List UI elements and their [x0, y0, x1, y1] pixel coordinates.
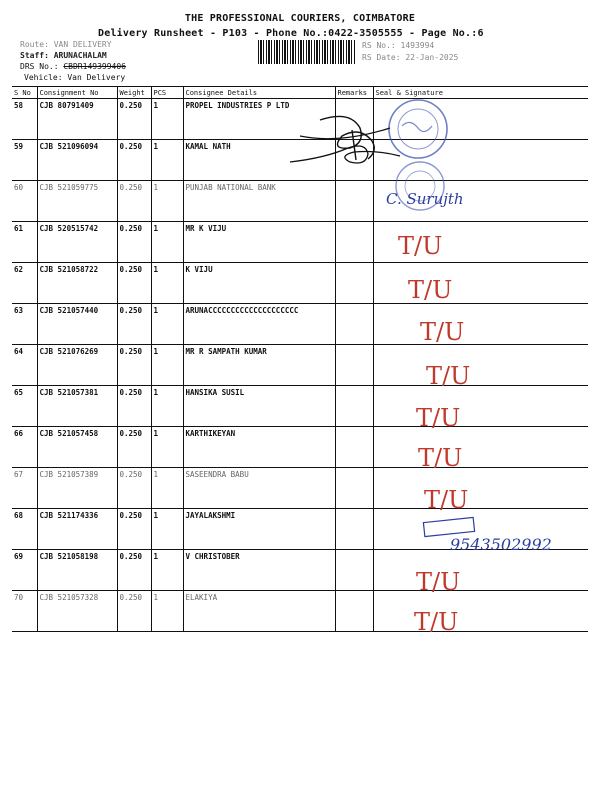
table-row [12, 427, 588, 468]
consignment-cell: CJB 80791409 [37, 99, 117, 140]
staff-label: Staff: ARUNACHALAM [20, 51, 107, 60]
table-row [12, 509, 588, 550]
phone-row68: 9543502992 [450, 535, 552, 554]
tu-mark-row70: T/U [414, 608, 459, 636]
weight-cell: 0.250 [117, 304, 151, 345]
consignee-cell: JAYALAKSHMI [183, 509, 335, 550]
table-row [12, 181, 588, 222]
remarks-cell [335, 427, 373, 468]
weight-cell: 0.250 [117, 263, 151, 304]
pcs-cell: 1 [151, 345, 183, 386]
tu-mark-row64: T/U [426, 362, 471, 390]
seal-signature-cell [373, 345, 588, 386]
consignment-cell: CJB 521096094 [37, 140, 117, 181]
weight-cell: 0.250 [117, 140, 151, 181]
weight-cell: 0.250 [117, 222, 151, 263]
table-row [12, 263, 588, 304]
pcs-cell: 1 [151, 99, 183, 140]
weight-cell: 0.250 [117, 345, 151, 386]
consignee-cell: PUNJAB NATIONAL BANK [183, 181, 335, 222]
table-row [12, 345, 588, 386]
col-consignee: Consignee Details [183, 87, 335, 99]
tu-mark-row61: T/U [398, 232, 443, 260]
consignment-cell: CJB 521057328 [37, 591, 117, 632]
seal-signature-cell [373, 550, 588, 591]
pcs-cell: 1 [151, 509, 183, 550]
pcs-cell: 1 [151, 222, 183, 263]
seal-signature-cell [373, 263, 588, 304]
sno-cell: 67 [12, 468, 37, 509]
seal-signature-cell [373, 591, 588, 632]
table-row [12, 591, 588, 632]
consignee-cell: HANSIKA SUSIL [183, 386, 335, 427]
signature-row60: C. Surujth [386, 190, 464, 208]
pcs-cell: 1 [151, 468, 183, 509]
sno-cell: 59 [12, 140, 37, 181]
remarks-cell [335, 550, 373, 591]
remarks-cell [335, 386, 373, 427]
remarks-cell [335, 263, 373, 304]
weight-cell: 0.250 [117, 386, 151, 427]
consignee-cell: K VIJU [183, 263, 335, 304]
pcs-cell: 1 [151, 427, 183, 468]
rs-date: RS Date: 22-Jan-2025 [362, 53, 459, 62]
consignment-cell: CJB 521059775 [37, 181, 117, 222]
col-consignment: Consignment No [37, 87, 117, 99]
table-row [12, 99, 588, 140]
consignment-cell: CJB 521058722 [37, 263, 117, 304]
pcs-cell: 1 [151, 181, 183, 222]
pcs-cell: 1 [151, 304, 183, 345]
sno-cell: 68 [12, 509, 37, 550]
sno-cell: 62 [12, 263, 37, 304]
seal-signature-cell [373, 509, 588, 550]
table-row [12, 468, 588, 509]
drs-label: DRS No.: [20, 62, 59, 71]
weight-cell: 0.250 [117, 427, 151, 468]
remarks-cell [335, 345, 373, 386]
seal-signature-cell [373, 304, 588, 345]
col-weight: Weight [117, 87, 151, 99]
consignee-cell: PROPEL INDUSTRIES P LTD [183, 99, 335, 140]
consignee-cell: MR K VIJU [183, 222, 335, 263]
weight-cell: 0.250 [117, 550, 151, 591]
consignee-cell: ARUNACCCCCCCCCCCCCCCCCCCC [183, 304, 335, 345]
weight-cell: 0.250 [117, 591, 151, 632]
runsheet-title: THE PROFESSIONAL COURIERS, COIMBATORE [184, 13, 416, 24]
tu-mark-row63: T/U [420, 318, 465, 346]
seal-signature-cell [373, 427, 588, 468]
tu-mark-row67: T/U [424, 486, 469, 514]
consignment-cell: CJB 521057458 [37, 427, 117, 468]
sno-cell: 61 [12, 222, 37, 263]
consignment-cell: CJB 520515742 [37, 222, 117, 263]
sno-cell: 60 [12, 181, 37, 222]
tu-mark-row62: T/U [408, 276, 453, 304]
seal-signature-cell [373, 222, 588, 263]
pcs-cell: 1 [151, 591, 183, 632]
vehicle-label: Vehicle: Van Delivery [24, 73, 126, 82]
consignment-cell: CJB 521057381 [37, 386, 117, 427]
rs-number: RS No.: 1493994 [362, 41, 435, 50]
consignee-cell: KAMAL NATH [183, 140, 335, 181]
tu-mark-row69: T/U [416, 568, 461, 596]
seal-signature-cell [373, 181, 588, 222]
seal-signature-cell [373, 140, 588, 181]
drs-line [20, 62, 126, 71]
consignment-cell: CJB 521057440 [37, 304, 117, 345]
consignee-cell: KARTHIKEYAN [183, 427, 335, 468]
table-row [12, 386, 588, 427]
remarks-cell [335, 181, 373, 222]
weight-cell: 0.250 [117, 468, 151, 509]
consignment-cell: CJB 521057389 [37, 468, 117, 509]
seal-signature-cell [373, 468, 588, 509]
remarks-cell [335, 591, 373, 632]
pcs-cell: 1 [151, 263, 183, 304]
remarks-cell [335, 304, 373, 345]
runsheet-subtitle: Delivery Runsheet - P103 - Phone No.:0422-3505555 - Page No.:6 [98, 28, 484, 39]
drs-value: CBDR149399406 [63, 62, 126, 71]
remarks-cell [335, 468, 373, 509]
runsheet-table [12, 86, 588, 632]
sno-cell: 69 [12, 550, 37, 591]
tu-mark-row66: T/U [418, 444, 463, 472]
col-pcs: PCS [151, 87, 183, 99]
weight-cell: 0.250 [117, 99, 151, 140]
barcode [258, 40, 356, 64]
remarks-cell [335, 509, 373, 550]
consignee-cell: V CHRISTOBER [183, 550, 335, 591]
consignee-cell: SASEENDRA BABU [183, 468, 335, 509]
sno-cell: 66 [12, 427, 37, 468]
consignment-cell: CJB 521174336 [37, 509, 117, 550]
remarks-cell [335, 140, 373, 181]
pcs-cell: 1 [151, 550, 183, 591]
consignee-cell: MR R SAMPATH KUMAR [183, 345, 335, 386]
sno-cell: 63 [12, 304, 37, 345]
weight-cell: 0.250 [117, 509, 151, 550]
tu-mark-row65: T/U [416, 404, 461, 432]
consignment-cell: CJB 521076269 [37, 345, 117, 386]
sno-cell: 65 [12, 386, 37, 427]
col-remarks: Remarks [335, 87, 373, 99]
route-label: Route: VAN DELIVERY [20, 40, 112, 49]
consignee-cell: ELAKIYA [183, 591, 335, 632]
seal-signature-cell [373, 386, 588, 427]
seal-signature-cell [373, 99, 588, 140]
weight-cell: 0.250 [117, 181, 151, 222]
pcs-cell: 1 [151, 140, 183, 181]
pcs-cell: 1 [151, 386, 183, 427]
table-row [12, 550, 588, 591]
remarks-cell [335, 222, 373, 263]
table-row [12, 304, 588, 345]
table-header-row [12, 87, 588, 99]
table-row [12, 140, 588, 181]
sno-cell: 58 [12, 99, 37, 140]
table-row [12, 222, 588, 263]
col-seal-signature: Seal & Signature [373, 87, 588, 99]
col-sno: S No [12, 87, 37, 99]
remarks-cell [335, 99, 373, 140]
consignment-cell: CJB 521058198 [37, 550, 117, 591]
sno-cell: 70 [12, 591, 37, 632]
sno-cell: 64 [12, 345, 37, 386]
